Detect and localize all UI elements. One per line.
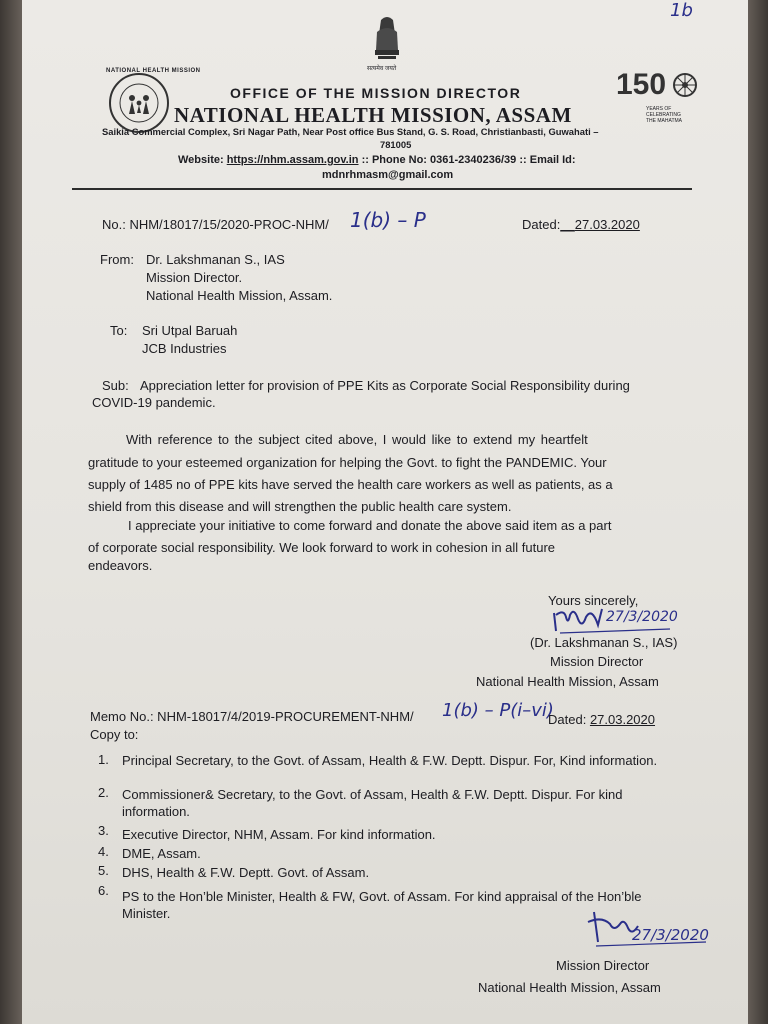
para1-line-1: With reference to the subject cited above, I would like to extend my heartfelt — [126, 432, 588, 447]
corner-handwritten-mark: 1b — [670, 0, 693, 21]
list-item-6-text: PS to the Hon’ble Minister, Health & FW, Govt. of Assam. For kind appraisal of the Hon’ble Minister. — [122, 889, 642, 921]
office-line: OFFICE OF THE MISSION DIRECTOR — [230, 85, 522, 101]
para2-line-2: of corporate social responsibility. We look forward to work in cohesion in all future — [88, 540, 556, 555]
signature-1-date: 27/3/2020 — [606, 609, 678, 625]
memo-signatory-org: National Health Mission, Assam — [478, 980, 661, 995]
website-label: Website: — [178, 154, 224, 166]
from-label: From: — [100, 252, 134, 267]
emblem-caption: सत्यमेव जयते — [367, 66, 397, 72]
address-line-1: Saikia Commercial Complex, Sri Nagar Path, Near Post office Bus Stand, G. S. Road, Christianbasti, Guwahati – — [102, 126, 599, 137]
letter-page — [22, 0, 748, 1024]
memo-date-value: 27.03.2020 — [589, 712, 656, 727]
list-item-6-number: 6. — [98, 883, 109, 898]
gandhi-150-logo — [616, 68, 706, 128]
para2-line-1: I appreciate your initiative to come forward and donate the above said item as a part — [128, 518, 612, 533]
to-label: To: — [110, 323, 128, 338]
letter-date: Dated:__27.03.2020 — [522, 217, 640, 232]
list-item-3-text: Executive Director, NHM, Assam. For kind information. — [122, 827, 436, 842]
signature-2 — [586, 908, 726, 960]
list-item-3-number: 3. — [98, 823, 109, 838]
phone-label: :: Phone No: — [361, 154, 427, 166]
header-divider — [72, 188, 692, 190]
para2-line-3: endeavors. — [88, 558, 153, 573]
letter-date-label: Dated: — [522, 217, 561, 232]
memo-date-label: Dated: — [548, 712, 587, 727]
website-link[interactable]: https://nhm.assam.gov.in — [226, 154, 359, 166]
from-line-1: Dr. Lakshmanan S., IAS — [146, 252, 285, 267]
contact-line — [178, 154, 576, 166]
signature-2-date: 27/3/2020 — [632, 926, 709, 944]
signatory-name: (Dr. Lakshmanan S., IAS) — [530, 635, 678, 650]
memo-number: Memo No.: NHM-18017/4/2019-PROCUREMENT-NHM/ — [90, 709, 414, 724]
nhm-logo-text: NATIONAL HEALTH MISSION — [106, 68, 201, 74]
list-item-2-number: 2. — [98, 785, 109, 800]
subject-line-1: Appreciation letter for provision of PPE Kits as Corporate Social Responsibility during — [140, 378, 630, 393]
email-label: :: Email Id: — [519, 154, 576, 166]
from-line-2: Mission Director. — [146, 270, 243, 285]
phone-number: 0361-2340236/39 — [430, 154, 517, 166]
gandhi-150-number: 150 — [616, 68, 667, 101]
list-item-1-number: 1. — [98, 752, 109, 767]
para1-line-4: shield from this disease and will strengthen the public health care system. — [88, 499, 512, 514]
gandhi-150-caption: YEARS OF CELEBRATING THE MAHATMA — [646, 106, 683, 124]
letter-date-value: 27.03.2020 — [574, 217, 640, 232]
signatory-org: National Health Mission, Assam — [476, 674, 659, 689]
reference-number: No.: NHM/18017/15/2020-PROC-NHM/ — [102, 217, 329, 232]
memo-date — [548, 712, 655, 727]
subject-line-2: COVID-19 pandemic. — [92, 395, 216, 410]
list-item-2-text: Commissioner& Secretary, to the Govt. of Assam, Health & F.W. Deptt. Dispur. For kind information. — [122, 787, 623, 819]
memo-handwritten: 1(b) – P(i–vi) — [442, 700, 554, 721]
list-item-4-number: 4. — [98, 844, 109, 859]
address-line-2: 781005 — [380, 139, 412, 150]
email-address[interactable]: mdnrhmasm@gmail.com — [322, 169, 454, 181]
list-item-4-text: DME, Assam. — [122, 846, 201, 861]
copy-to-label: Copy to: — [90, 727, 139, 742]
reference-handwritten: 1(b) – P — [350, 208, 426, 232]
list-item-1-text: Principal Secretary, to the Govt. of Assam, Health & F.W. Deptt. Dispur. For, Kind information. — [122, 753, 658, 768]
to-line-2: JCB Industries — [142, 341, 227, 356]
signatory-title: Mission Director — [550, 654, 644, 669]
para1-line-2: gratitude to your esteemed organization for helping the Govt. to fight the PANDEMIC. Your — [88, 455, 607, 470]
org-name: NATIONAL HEALTH MISSION, ASSAM — [174, 103, 572, 127]
list-item-5-number: 5. — [98, 863, 109, 878]
memo-signatory-title: Mission Director — [556, 958, 650, 973]
to-line-1: Sri Utpal Baruah — [142, 323, 238, 338]
nhm-logo — [106, 68, 201, 134]
from-line-3: National Health Mission, Assam. — [146, 288, 333, 303]
para1-line-3: supply of 1485 no of PPE kits have served the health care workers as well as patients, as a — [88, 477, 613, 492]
subject-label: Sub: — [102, 378, 129, 393]
closing: Yours sincerely, — [548, 593, 639, 608]
state-emblem — [367, 14, 403, 72]
list-item-5-text: DHS, Health & F.W. Deptt. Govt. of Assam. — [122, 865, 370, 880]
